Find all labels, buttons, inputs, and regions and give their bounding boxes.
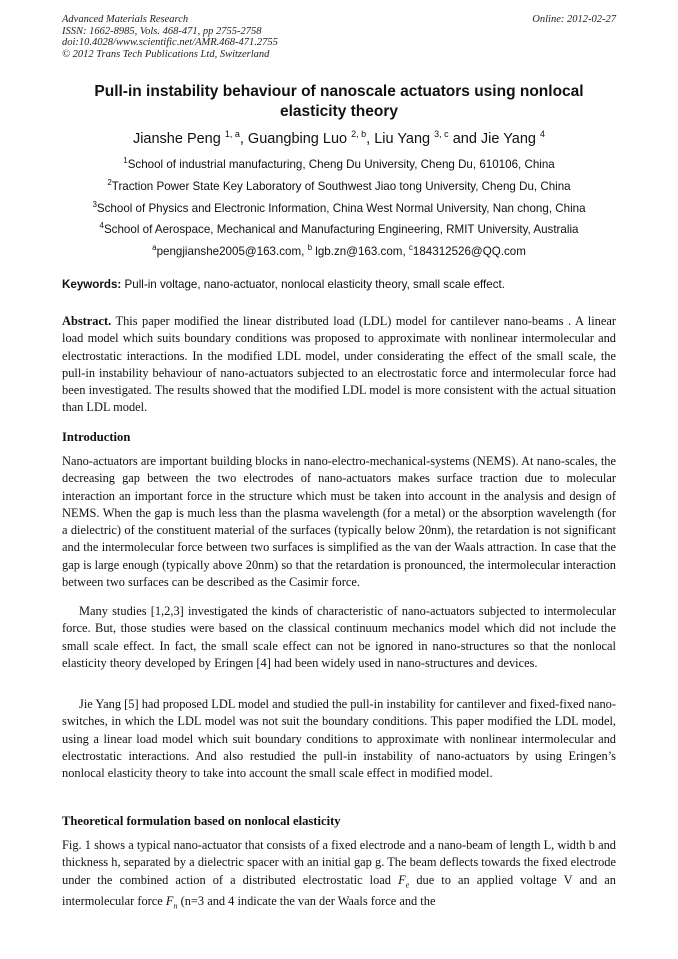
affiliation-text: School of Aerospace, Mechanical and Manufacturing Engineering, RMIT University, Australia — [103, 222, 579, 236]
affiliation-text: School of industrial manufacturing, Cheng Du University, Cheng Du, 610106, China — [127, 157, 555, 171]
theory-text: due to an applied voltage V and an intermolecular force — [62, 872, 617, 909]
email-link[interactable]: lgb.zn@163.com, — [315, 244, 406, 258]
theory-text: (n=3 and 4 indicate the van der Waals force and the — [180, 894, 436, 909]
email-link[interactable]: 184312526@QQ.com — [412, 244, 526, 258]
email-link[interactable]: pengjianshe2005@163.com, — [156, 244, 305, 258]
affiliation-2 — [30, 178, 648, 193]
issn-line: ISSN: 1662-8985, Vols. 468-471, pp 2755-2758 — [62, 25, 262, 37]
online-date: Online: 2012-02-27 — [532, 14, 616, 25]
theory-paragraph — [62, 837, 616, 915]
affiliation-sup: 1 — [123, 156, 128, 165]
symbol-letter: F — [165, 894, 174, 909]
doi-line: doi:10.4028/www.scientific.net/AMR.468-471.2755 — [62, 37, 278, 49]
author-sup: 1, a — [224, 129, 240, 139]
intermolecular-force-symbol — [165, 894, 178, 911]
email-line — [30, 243, 648, 258]
abstract-label: Abstract. — [62, 314, 112, 328]
author-sup: 2, b — [351, 129, 367, 139]
abstract-text: This paper modified the linear distributed load (LDL) model for cantilever nano-beams . A linear load model which suits boundary conditions was proposed to approximate with nonlinear intermolecular and electrostatic interactions. In the modified LDL model, under considerating the effect of the small scale, the pull-in instability behaviour of nano-actuators subjected to an electrostatic force and intermolecular force had been investigated. The results showed that the modified LDL model is more consistent with the actual situation than LDL model. — [62, 314, 617, 415]
journal-name: Advanced Materials Research — [62, 14, 189, 25]
intro-paragraph-2: Many studies [1,2,3] investigated the kinds of characteristic of nano-actuators subjected to intermolecular force. But, those studies were based on the classical continuum mechanics model which did not include the small scale effect. In fact, the small scale effect can not be ignored in nano-structures so that the nonlocal elasticity theory developed by Eringen [4] had been widely used in nano-structures and devices. — [62, 604, 616, 670]
author-name: Jianshe Peng — [132, 130, 221, 147]
affiliation-sup: 3 — [92, 200, 97, 209]
journal-header — [62, 14, 616, 60]
paper-title: Pull-in instability behaviour of nanoscale actuators using nonlocal elasticity theory — [94, 83, 584, 120]
affiliation-sup: 4 — [99, 221, 104, 230]
affiliation-4 — [30, 221, 648, 236]
section-heading-theory: Theoretical formulation based on nonlocal elasticity — [62, 814, 341, 828]
copyright-line: © 2012 Trans Tech Publications Ltd, Switzerland — [62, 48, 270, 60]
affiliation-sup: 2 — [107, 178, 112, 187]
intro-paragraph-3: Jie Yang [5] had proposed LDL model and studied the pull-in instability for cantilever and fixed-fixed nano-switches, in which the LDL model was not suit the boundary conditions. This paper modified the LDL model, using a linear load model which suit boundary conditions to approximate with nonlinear intermolecular and electrostatic interactions. And also restudied the pull-in instability of nano-actuators by using Eringen’s nonlocal elasticity theory to take into account the small scale effect in modified model. — [62, 697, 616, 781]
electrostatic-force-symbol — [398, 872, 410, 890]
symbol-subscript: n — [173, 901, 178, 911]
email-sup: c — [408, 243, 413, 252]
email-sup: b — [307, 243, 313, 252]
abstract — [62, 313, 616, 417]
section-heading-introduction: Introduction — [62, 430, 131, 444]
affiliation-3 — [30, 200, 648, 215]
affiliation-text: Traction Power State Key Laboratory of Southwest Jiao tong University, Cheng Du, China — [111, 179, 571, 193]
author-name: Guangbing Luo — [247, 130, 348, 147]
symbol-subscript: e — [405, 880, 410, 890]
email-sup: a — [152, 243, 157, 252]
symbol-letter: F — [398, 872, 406, 887]
author-sup: 4 — [540, 129, 546, 139]
author-name: and Jie Yang — [452, 130, 536, 147]
author-name: Liu Yang — [374, 130, 431, 147]
theory-text: Fig. 1 shows a typical nano-actuator that consists of a fixed electrode and a nano-beam of length L, width b and thickness h, separated by a dielectric spacer with an initial gap g. The beam deflects towards the fixed electrode under the combined action of a distributed electrostatic load — [62, 838, 616, 887]
keywords — [62, 278, 616, 291]
affiliation-text: School of Physics and Electronic Information, China West Normal University, Nan chong, China — [96, 201, 586, 215]
author-sup: 3, c — [434, 129, 449, 139]
keywords-text: Pull-in voltage, nano-actuator, nonlocal elasticity theory, small scale effect. — [124, 278, 505, 291]
keywords-label: Keywords: — [62, 278, 122, 291]
affiliation-1 — [30, 156, 648, 171]
author-line: Jianshe Peng $^{1, a}$, Guangbing Luo $^{2, b}$, Liu Yang $^{3, c}$ and Jie Yang $^4$ — [132, 129, 546, 147]
intro-paragraph-1: Nano-actuators are important building blocks in nano-electro-mechanical-systems (NEMS). At nano-scales, the decreasing gap between the two electrodes of nano-actuators makes surface traction due to molecular interaction an important force in the structure which must be taken into account in the analysis and design of NEMS. When the gap is much less than the plasma wavelength (for a metal) or the absorption wavelength (for a dielectric) of the constituent material of the surfaces (typically below 20nm), the retardation is not significant and the intermolecular force between two surfaces is simplified as the van der Waals attraction. In case that the gap is large enough (typically above 20nm) so that the retardation is pronounced, the intermolecular interaction between two surfaces can be described as the Casimir force. — [62, 454, 616, 590]
